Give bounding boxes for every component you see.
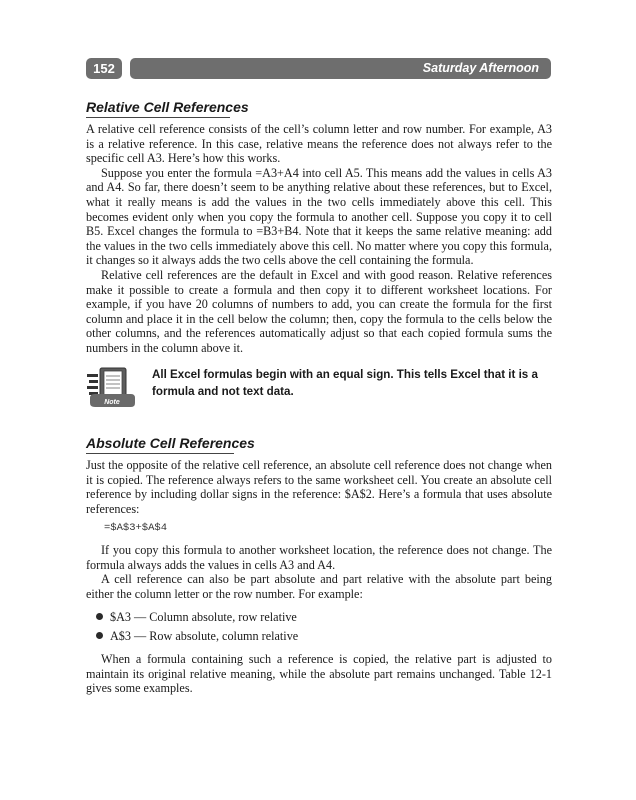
- list-item: [94, 627, 298, 646]
- formula-example: =$A$3+$A$4: [104, 522, 168, 534]
- note-text: All Excel formulas begin with an equal sign. This tells Excel that it is a formula and not text data.: [152, 368, 538, 398]
- paragraph: A cell reference can also be part absolute and part relative with the absolute part being either the column letter or the row number. For example:: [86, 572, 552, 601]
- section-title-rule: [86, 117, 230, 118]
- paragraph: If you copy this formula to another worksheet location, the reference does not change. The formula always adds the values in cells A3 and A4.: [86, 543, 552, 572]
- bullet-list: [94, 608, 298, 646]
- note-icon-label: Note: [104, 399, 120, 406]
- section-relative-body: [86, 122, 552, 356]
- section-title-rule: [86, 453, 234, 454]
- paragraph: Just the opposite of the relative cell reference, an absolute cell reference does not change when it is copied. The reference always refers to the same worksheet cell. You create an absolute cell reference by including dollar signs in the reference: $A$2. Here’s a formula that uses absolute references:: [86, 458, 552, 516]
- paragraph: A relative cell reference consists of the cell’s column letter and row number. For example, A3 is a relative reference. In this case, relative means the reference does not always refer to the specific cell A3. Here’s how this works.: [86, 122, 552, 166]
- note-icon: [87, 367, 139, 409]
- paragraph: When a formula containing such a reference is copied, the relative part is adjusted to maintain its original relative meaning, while the absolute part remains unchanged. Table 12-1 gives some examples.: [86, 652, 552, 696]
- list-item-text: A$3 — Row absolute, column relative: [110, 629, 299, 643]
- section-title-relative: Relative Cell References: [86, 99, 249, 115]
- section-absolute-body: [86, 543, 552, 601]
- list-item-text: $A3 — Column absolute, row relative: [110, 610, 297, 624]
- section-title-absolute: Absolute Cell References: [86, 435, 255, 451]
- list-item: [94, 608, 298, 627]
- running-header: Saturday Afternoon: [130, 58, 551, 79]
- page-number: 152: [86, 58, 122, 79]
- bullet-icon: [96, 613, 103, 620]
- paragraph: Relative cell references are the default in Excel and with good reason. Relative references make it possible to create a formula and then copy it to different worksheet locations. For example, if you have 20 columns of numbers to add, you can create the formula for the first column and place it in the cell below the column; then, copy the formula to the cells below the other columns, and the references automatically adjust so that each copied formula sums the numbers in the column above it.: [86, 267, 552, 355]
- bullet-icon: [96, 632, 103, 639]
- paragraph: Suppose you enter the formula =A3+A4 into cell A5. This means add the values in cells A3 and A4. So far, there doesn’t seem to be anything relative about these references, but to Excel, what it really means is add the values in the two cells immediately above this cell. This becomes evident only when you copy the formula to another cell. Suppose you copy it to cell B5. Excel changes the formula to =B3+B4. Note that it keeps the same relative meaning: add the values in the two cells immediately above this cell. No matter where you copy this formula, it changes so it always adds the two cells above the cell containing the formula.: [86, 165, 552, 268]
